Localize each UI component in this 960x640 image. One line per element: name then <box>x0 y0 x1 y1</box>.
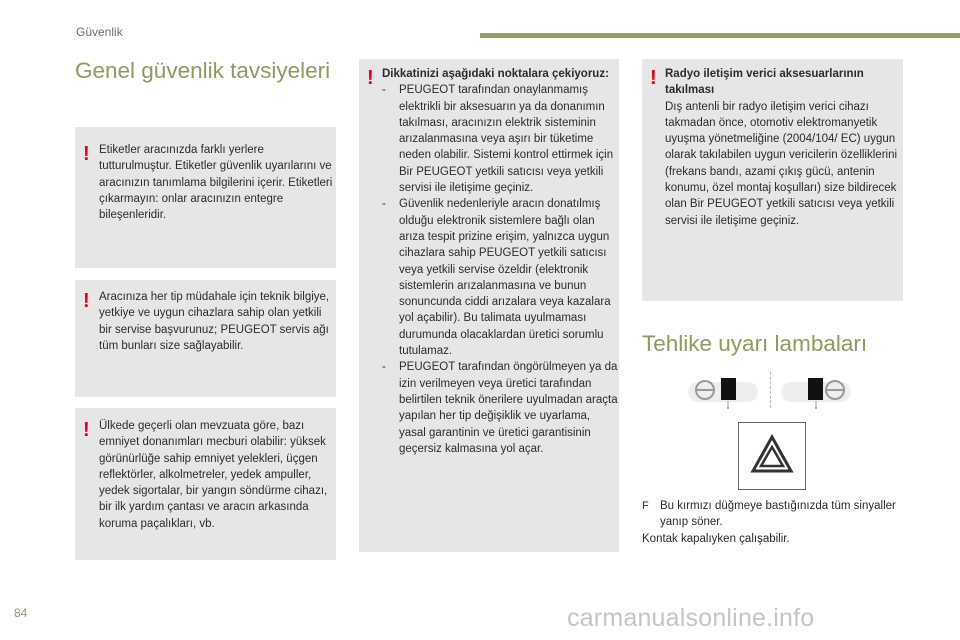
hazard-triangle-icon <box>739 423 805 489</box>
footer-note: Kontak kapalıyken çalışabilir. <box>642 532 790 545</box>
note-text: Ülkede geçerli olan mevzuata göre, bazı emniyet donanımları mecburi olabilir: yüksek görünürlüğe sahip emniyet yelekleri, üçgen reflektörler, alkolmetreler, yedek ampuller, yedek sigortalar, bir yangın söndürme cihazı, bir ilk yardım çantası ve aracın arkasında koruma paçalıkları, vb. <box>99 420 328 530</box>
list-dash: - <box>382 198 386 211</box>
radio-text: Dış antenli bir radyo iletişim verici cihazı takmadan önce, otomotiv elektromanyetik uyuşma yönetmeliğine (2004/104/ EC) uygun olarak takılabilen uygun vericilerin özelliklerini (frekans bandı, azami çıkış gücü, antenin konumu, özel montaj koşulları) size bildirecek olan Bir PEUGEOT yetkili satıcısı veya yetkili servisi ile iletişime geçiniz. <box>665 100 898 227</box>
list-item-text: PEUGEOT tarafından onaylanmamış elektrikli bir aksesuarın ya da donanımın takılması, aracınızın elektrik sisteminin arızalanmasına veya aşırı bir tüketime neden olabilir. Sistemi kontrol ettirmek için Bir PEUGEOT yetkili satıcısı veya yetkili servisi ile iletişime geçiniz. <box>399 84 614 195</box>
header-rule <box>480 33 960 38</box>
list-item-text: Güvenlik nedenleriyle aracın donatılmış olduğu elektronik sistemlere bağlı olan arıza tespit prizine erişim, yalnızca uygun cihazlara sahip PEUGEOT yetkili satıcısı veya yetkili servise özeldir (elektronik sistemlerin arızalanmasına ve bunun sonuncunda ciddi arızalara veya kazalara yol açabilir). Bu talimata uyulmaması durumunda olacaklardan üretici sorumlu tutulamaz. <box>399 198 611 358</box>
attention-heading: Dikkatinizi aşağıdaki noktalara çekiyoruz: <box>382 68 609 80</box>
bullet-arrow-icon: F <box>642 500 649 512</box>
note-text: Etiketler aracınızda farklı yerlere tutturulmuştur. Etiketler güvenlik uyarılarını ve aracınızın tanımlama bilgilerini içerir. Etiketleri çıkarmayın: onlar aracınızın entegre bileşenleridir. <box>99 144 333 222</box>
list-item <box>382 196 618 359</box>
note-box-radio <box>642 59 903 301</box>
page-number: 84 <box>14 606 28 620</box>
attention-content <box>382 66 618 457</box>
note-box-service <box>75 280 336 397</box>
note-box-safety-equipment <box>75 408 336 560</box>
note-box-labels <box>75 127 336 268</box>
radio-heading: Radyo iletişim verici aksesuarlarının takılması <box>665 68 864 97</box>
list-item <box>642 498 902 531</box>
dashboard-right-drive-icon <box>781 374 851 410</box>
radio-content <box>665 66 899 229</box>
list-dash: - <box>382 361 386 374</box>
list-item-text: PEUGEOT tarafından öngörülmeyen ya da izin verilmeyen veya üretici tarafından belirtilen teknik önerilere uyulmadan araçta yapılan her tip değişiklik ve uyarlama, yasal garantinin ve üretici garantisinin geçersiz kalmasına yol açar. <box>399 361 618 455</box>
list-dash: - <box>382 84 386 97</box>
diagram-divider <box>770 372 771 408</box>
page-title: Genel güvenlik tavsiyeleri <box>75 58 331 83</box>
list-item <box>382 82 618 196</box>
hazard-instructions <box>642 498 902 547</box>
section-label: Güvenlik <box>76 25 123 39</box>
hazard-button-diagram <box>738 422 806 490</box>
warning-icon: ! <box>650 67 657 89</box>
warning-icon: ! <box>83 143 90 165</box>
hazard-title: Tehlike uyarı lambaları <box>642 331 868 356</box>
watermark: carmanualsonline.info <box>567 604 815 632</box>
note-text: Aracınıza her tip müdahale için teknik bilgiye, yetkiye ve uygun cihazlara sahip olan yetkili bir servise başvurunuz; PEUGEOT servis ağı tüm bunları size sağlayabilir. <box>99 291 330 352</box>
list-item <box>382 359 618 457</box>
warning-icon: ! <box>83 419 90 441</box>
warning-icon: ! <box>83 290 90 312</box>
dashboard-left-drive-icon <box>688 374 758 410</box>
bullet-text: Bu kırmızı düğmeye bastığınızda tüm sinyaller yanıp söner. <box>660 500 896 529</box>
note-box-attention <box>359 59 619 552</box>
warning-icon: ! <box>367 67 374 89</box>
